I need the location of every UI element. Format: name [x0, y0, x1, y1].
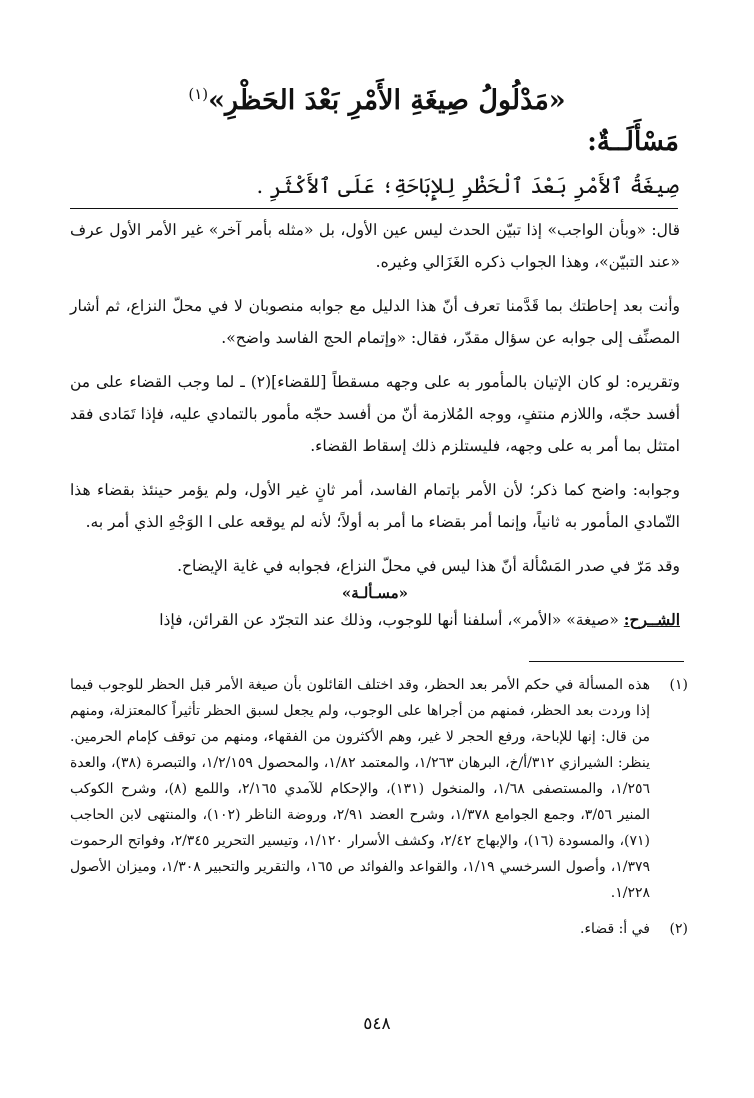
masala-subheading: «مسـألـة» [341, 584, 409, 602]
masala-heading: مَسْأَلَــةٌ: [587, 127, 679, 157]
commentary-paragraph-1: قال: «وبأن الواجب» إذا تبيّن الحدث ليس عين الأول، بل «مثله بأمر آخر» غير الأمر الأول عرف «عند التبيّن»، وهذا الجواب ذكره الغَزَالي وغيره. [70, 221, 680, 271]
commentary-paragraph-3: وتقريره: لو كان الإتيان بالمأمور به على وجهه مسقطاً [للقضاء](٢) ـ لما وجب القضاء على من أفسد حجّه، واللازم منتفٍ، ووجه المُلازمة أنّ من أفسد حجّه مأمور بالتمادي عليه، فإذا تَمَادى فقد امتثل بما أمر به على وجهه، فليستلزم ذلك إسقاط القضاء. [70, 373, 680, 455]
footnote-number: (٢) [669, 921, 688, 937]
footnotes [70, 672, 688, 952]
sharh-label: الشــرح: [623, 610, 680, 629]
footnotes-divider [529, 661, 684, 662]
commentary-body [70, 214, 680, 648]
chapter-title [0, 74, 754, 121]
sharh-line [70, 604, 680, 636]
commentary-paragraph-5: وقد مَرّ في صدر المَسْألة أنّ هذا ليس في محلّ النزاع، فجوابه في غاية الإيضاح. [177, 557, 680, 575]
commentary-paragraph-2: وأنت بعد إحاطتك بما قَدَّمنا تعرف أنّ هذا الدليل مع جوابه منصوبان لا في محلّ النزاع، ثم أشار المصنِّف إلى جوابه عن سؤال مقدّر، فقال: «وإتمام الحج الفاسد واضح». [70, 297, 680, 347]
chapter-title-text: «مَدْلُولُ صِيغَةِ الأَمْرِ بَعْدَ الحَظْرِ» [208, 85, 566, 116]
footnote [70, 672, 688, 906]
footnote-number: (١) [669, 677, 688, 693]
footnote-text: هذه المسألة في حكم الأمر بعد الحظر، وقد اختلف القائلون بأن صيغة الأمر قبل الحظر للوجوب فيما إذا وردت بعد الحظر، فمنهم من أجراها على الوجوب، ولم يجعل لسبق الحظر تأثيراً كالمعتزلة، ومنهم من قال: إنها للإباحة، ورفع الحجر لا غير، وهم الأكثرون من الفقهاء، ومنهم من توقف كإمام الحرمين. ينظر: الشيرازي ٣١٢/أ/خ، البرهان ١/٢٦٣، والمعتمد ١/٨٢، والمحصول ١/٢/١٥٩، والتبصرة (٣٨)، والعدة ١/٢٥٦، والمستصفى ١/٦٨، والمنخول (١٣١)، والإحكام للآمدي ٢/١٦٥، واللمع (٨)، وشرح الكوكب المنير ٣/٥٦، وجمع الجوامع ١/٣٧٨، وشرح العضد ٢/٩١، وروضة الناظر (١٠٢)، والمنتهى لابن الحاجب (٧١)، والمسودة (١٦)، والإبهاج ٢/٤٢، وكشف الأسرار ١/١٢٠، وتيسير التحرير ٢/٣٤٥، وفواتح الرحموت ١/٣٧٩، وأصول السرخسي ١/١٩، والقواعد والفوائد ص ١٦٥، والتقرير والتحبير ١/٣٠٨، وميزان الأصول ١/٢٢٨. [70, 677, 651, 901]
footnote [70, 916, 688, 942]
page-number: ٥٤٨ [363, 1014, 391, 1034]
footnote-text: في أ: قضاء. [580, 921, 650, 937]
matn-text: صِيغَةُ ٱلأَمْرِ بَعْدَ ٱلْحَظْرِ لِلإِبَاحَةِ؛ عَلَى ٱلأَكْثَرِ . [256, 174, 679, 198]
sharh-text: «صيغة» «الأمر»، أسلفنا أنها للوجوب، وذلك عند التجرّد عن القرائن، فإذا [159, 611, 624, 629]
matn-divider [70, 208, 678, 209]
commentary-paragraph-4: وجوابه: واضح كما ذكر؛ لأن الأمر بإتمام الفاسد، أمر ثانٍ غير الأول، ولم يؤمر حينئذ بقضاء هذا التّمادي المأمور به ثانياً، وإنما أمر بقضاء ما أمر به أولاً؛ لأنه لم يوقعه على ا الوَجْهِ الذي أمر به. [70, 481, 680, 531]
chapter-footnote-ref: (١) [188, 85, 209, 103]
